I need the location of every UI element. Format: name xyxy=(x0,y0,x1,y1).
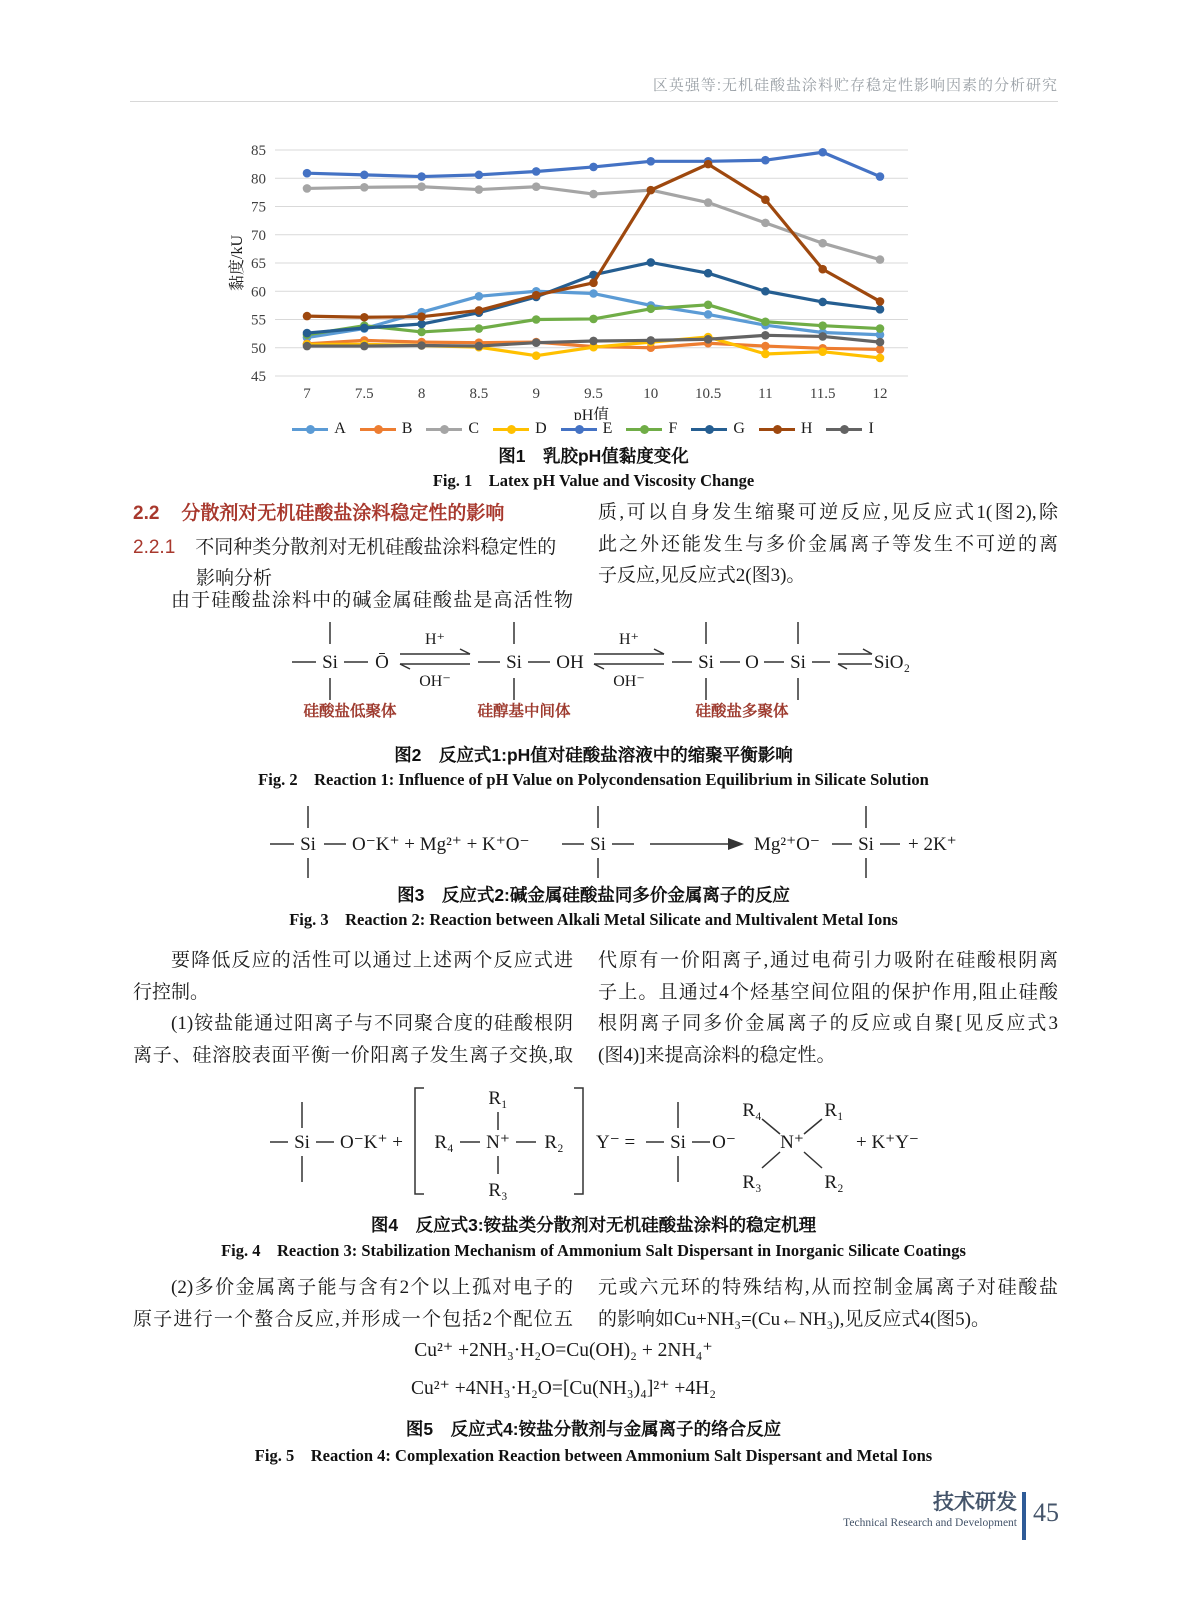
body-text-line: 行控制。 xyxy=(133,981,210,1003)
legend-item-E xyxy=(561,420,613,438)
body-text-line: 元或六元环的特殊结构,从而控制金属离子对硅酸盐 xyxy=(598,1277,1058,1298)
chart-legend xyxy=(228,420,938,438)
header-rule xyxy=(130,101,1058,102)
y-axis-tick-label: 80 xyxy=(251,171,266,188)
body-text-line: 此之外还能发生与多价金属离子等发生不可逆的离 xyxy=(598,533,1058,555)
r2-group: R₂ xyxy=(824,1172,844,1193)
series-marker-A xyxy=(704,310,713,319)
legend-item-F xyxy=(626,420,677,438)
legend-label: C xyxy=(468,420,480,437)
si-atom: Si xyxy=(300,834,316,855)
si-atom: Si xyxy=(590,834,606,855)
body-text-line: 代原有一价阳离子,通过电荷引力吸附在硅酸根阴离 xyxy=(598,950,1058,971)
series-marker-I xyxy=(704,335,713,344)
fig4-ky-tail: + K⁺Y⁻ xyxy=(856,1132,919,1153)
x-axis-title: pH值 xyxy=(573,407,610,420)
r4-group: R₄ xyxy=(742,1100,762,1121)
fig3-tail: + 2K⁺ xyxy=(908,834,957,855)
series-marker-H xyxy=(647,186,656,195)
series-marker-D xyxy=(761,350,770,359)
y-axis-tick-label: 85 xyxy=(251,143,266,159)
viscosity-ph-line-chart xyxy=(228,128,938,420)
series-marker-A xyxy=(475,292,484,301)
legend-item-G xyxy=(691,420,745,438)
series-marker-F xyxy=(647,304,656,313)
series-marker-F xyxy=(475,324,484,333)
series-marker-C xyxy=(360,183,369,192)
x-axis-tick-label: 8 xyxy=(417,386,426,402)
fig1-caption-cn: 图1 乳胶pH值黏度变化 xyxy=(498,446,689,466)
section-2-2-1-title-line1: 不同种类分散剂对无机硅酸盐涂料稳定性的 xyxy=(195,537,557,558)
fig3-reaction-diagram xyxy=(240,798,960,882)
series-marker-I xyxy=(761,331,770,340)
fig3-product: Mg²⁺O⁻ xyxy=(754,834,820,855)
series-marker-I xyxy=(475,342,484,351)
fig3-reactants: O⁻K⁺ + Mg²⁺ + K⁺O⁻ xyxy=(352,834,530,855)
oh-minus-label: OH⁻ xyxy=(613,673,645,690)
section-2-2-number: 2.2 xyxy=(133,503,160,524)
legend-label: G xyxy=(733,420,745,437)
legend-item-C xyxy=(426,420,479,438)
legend-item-H xyxy=(759,420,813,438)
r3-group: R₃ xyxy=(742,1172,762,1193)
fig5-caption-en: Fig. 5 Reaction 4: Complexation Reaction between Ammonium Salt Dispersant and Metal Ions xyxy=(254,1446,933,1465)
o-minus-group: O⁻ xyxy=(712,1132,736,1153)
footer-section-cn: 技术研发 xyxy=(933,1491,1017,1514)
legend-marker-icon xyxy=(759,425,795,434)
series-marker-G xyxy=(303,329,312,338)
x-axis-tick-label: 9.5 xyxy=(584,386,603,402)
body-text-line: 由于硅酸盐涂料中的碱金属硅酸盐是高活性物 xyxy=(171,590,573,611)
series-marker-B xyxy=(876,345,885,354)
series-marker-C xyxy=(818,239,827,248)
legend-label: I xyxy=(868,420,874,437)
x-axis-tick-label: 10 xyxy=(643,386,659,402)
series-marker-F xyxy=(417,328,426,337)
series-marker-F xyxy=(761,317,770,326)
r1-group: R₁ xyxy=(824,1100,844,1121)
series-marker-E xyxy=(876,172,885,181)
series-marker-I xyxy=(417,341,426,350)
series-marker-D xyxy=(876,354,885,363)
x-axis-tick-label: 9 xyxy=(532,386,540,402)
fig2-caption-en: Fig. 2 Reaction 1: Influence of pH Value on Polycondensation Equilibrium in Silicate Solution xyxy=(258,770,929,789)
fig2-reaction-diagram xyxy=(272,600,912,722)
series-marker-I xyxy=(818,332,827,341)
series-marker-C xyxy=(704,198,713,207)
series-marker-E xyxy=(475,171,484,180)
series-marker-H xyxy=(818,265,827,274)
series-marker-G xyxy=(360,324,369,333)
series-marker-G xyxy=(647,258,656,267)
h-plus-label: H⁺ xyxy=(619,631,639,648)
series-marker-C xyxy=(417,182,426,191)
body-text-line: 质,可以自身发生缩聚可逆反应,见反应式1(图2),除 xyxy=(598,502,1058,523)
series-marker-I xyxy=(360,342,369,351)
fig4-y-equals: Y⁻ = xyxy=(596,1132,636,1153)
legend-marker-icon xyxy=(626,425,662,434)
chart-svg xyxy=(228,128,938,420)
si-atom: Si xyxy=(506,652,522,673)
series-marker-I xyxy=(647,336,656,345)
o-atom: O xyxy=(745,652,759,673)
y-axis-tick-label: 50 xyxy=(251,340,266,357)
series-marker-F xyxy=(876,324,885,333)
legend-label: A xyxy=(334,420,346,437)
r2-group: R₂ xyxy=(544,1132,564,1153)
footer-accent-bar xyxy=(1022,1492,1026,1540)
series-marker-D xyxy=(532,351,541,360)
legend-marker-icon xyxy=(360,425,396,434)
r4-group: R₄ xyxy=(434,1132,454,1153)
silanol-label: 硅醇基中间体 xyxy=(477,703,571,720)
o-bar-atom: Ō xyxy=(375,652,389,673)
x-axis-tick-label: 7.5 xyxy=(354,386,374,402)
y-axis-tick-label: 60 xyxy=(251,284,266,301)
section-2-2-1-title-line2: 影响分析 xyxy=(196,568,273,589)
section-2-2-heading xyxy=(133,498,504,525)
section-2-2-1-number: 2.2.1 xyxy=(133,537,176,558)
series-marker-E xyxy=(647,157,656,166)
n-plus-atom: N⁺ xyxy=(486,1132,510,1153)
legend-marker-icon xyxy=(292,425,328,434)
series-marker-F xyxy=(532,315,541,324)
h-plus-label: H⁺ xyxy=(425,631,445,648)
series-marker-B xyxy=(761,342,770,351)
body-text-line: (2)多价金属离子能与含有2个以上孤对电子的 xyxy=(171,1277,573,1298)
y-axis-tick-label: 45 xyxy=(251,369,266,385)
si-atom: Si xyxy=(322,652,338,673)
series-marker-H xyxy=(360,313,369,322)
x-axis-tick-label: 10.5 xyxy=(694,386,722,402)
y-axis-tick-label: 65 xyxy=(251,256,266,272)
body-text-line: (图4)]来提高涂料的稳定性。 xyxy=(598,1044,836,1066)
series-marker-C xyxy=(475,185,484,194)
y-axis-tick-label: 70 xyxy=(251,227,266,244)
legend-marker-icon xyxy=(493,425,529,434)
fig4-reaction-diagram xyxy=(262,1072,932,1210)
series-marker-I xyxy=(876,338,885,347)
legend-marker-icon xyxy=(426,425,462,434)
series-marker-E xyxy=(589,163,598,172)
series-marker-H xyxy=(532,291,541,300)
fig4-caption-cn: 图4 反应式3:铵盐类分散剂对无机硅酸盐涂料的稳定机理 xyxy=(370,1215,817,1235)
series-marker-I xyxy=(532,338,541,347)
fig5-caption-cn: 图5 反应式4:铵盐分散剂与金属离子的络合反应 xyxy=(405,1419,782,1439)
body-text-line: 根阴离子同多价金属离子的反应或自聚[见反应式3 xyxy=(598,1013,1058,1034)
fig4-caption-en: Fig. 4 Reaction 3: Stabilization Mechanism of Ammonium Salt Dispersant in Inorganic Silicate Coatings xyxy=(221,1241,966,1260)
legend-item-B xyxy=(360,420,413,438)
equation-2: Cu²⁺ +4NH₃·H₂O=[Cu(NH₃)₄]²⁺ +4H₂ xyxy=(410,1378,717,1399)
n-plus-atom: N⁺ xyxy=(780,1132,804,1153)
series-marker-E xyxy=(303,169,312,178)
series-marker-F xyxy=(818,321,827,330)
body-text-line: 子上。且通过4个烃基空间位阻的保护作用,阻止硅酸 xyxy=(598,981,1058,1003)
legend-item-I xyxy=(826,420,873,438)
series-marker-C xyxy=(589,190,598,199)
si-atom: Si xyxy=(858,834,874,855)
series-marker-C xyxy=(761,219,770,228)
series-marker-E xyxy=(417,172,426,181)
paragraph-2-left-column xyxy=(133,945,573,1071)
series-marker-I xyxy=(589,337,598,346)
oh-minus-label: OH⁻ xyxy=(419,673,451,690)
r3-group: R₃ xyxy=(488,1180,508,1201)
sio2-product: SiO₂ xyxy=(873,652,911,673)
fig3-caption-en: Fig. 3 Reaction 2: Reaction between Alkali Metal Silicate and Multivalent Metal Ions xyxy=(289,910,898,929)
series-marker-H xyxy=(704,160,713,169)
x-axis-tick-label: 8.5 xyxy=(469,386,489,402)
x-axis-tick-label: 11.5 xyxy=(809,386,836,402)
equation-1: Cu²⁺ +2NH₃·H₂O=Cu(OH)₂ + 2NH₄⁺ xyxy=(414,1340,713,1361)
paragraph-1-right-column xyxy=(598,497,1058,592)
section-2-2-1-heading xyxy=(133,532,556,559)
oh-group: OH xyxy=(556,652,584,673)
series-marker-C xyxy=(303,184,312,193)
polymer-label: 硅酸盐多聚体 xyxy=(695,703,789,720)
body-text-line: 离子、硅溶胶表面平衡一价阳离子发生离子交换,取 xyxy=(133,1044,573,1066)
paragraph-2-right-column xyxy=(598,945,1058,1071)
x-axis-tick-label: 7 xyxy=(303,386,311,402)
legend-marker-icon xyxy=(826,425,862,434)
series-marker-D xyxy=(818,347,827,356)
body-text-line: 原子进行一个螯合反应,并形成一个包括2个配位五 xyxy=(133,1308,573,1330)
legend-label: F xyxy=(668,420,678,437)
body-text-line: (1)铵盐能通过阳离子与不同聚合度的硅酸根阴 xyxy=(171,1013,573,1034)
series-marker-H xyxy=(876,297,885,306)
fig1-caption-en: Fig. 1 Latex pH Value and Viscosity Change xyxy=(432,471,755,490)
legend-item-D xyxy=(493,420,547,438)
fig2-caption-cn: 图2 反应式1:pH值对硅酸盐溶液中的缩聚平衡影响 xyxy=(394,745,793,765)
si-atom: Si xyxy=(698,652,714,673)
body-text-line: 要降低反应的活性可以通过上述两个反应式进 xyxy=(171,950,573,971)
fig3-caption-cn: 图3 反应式2:碱金属硅酸盐同多价金属离子的反应 xyxy=(397,885,790,905)
fig4-ok-plus: O⁻K⁺ + xyxy=(340,1132,403,1153)
y-axis-tick-label: 75 xyxy=(251,199,266,216)
series-marker-G xyxy=(761,287,770,296)
section-2-2-title: 分散剂对无机硅酸盐涂料稳定性的影响 xyxy=(181,503,505,524)
y-axis-tick-label: 55 xyxy=(251,312,266,329)
series-marker-C xyxy=(876,255,885,264)
legend-label: E xyxy=(602,420,613,437)
legend-label: H xyxy=(800,420,813,437)
series-marker-A xyxy=(589,289,598,298)
series-marker-G xyxy=(818,298,827,307)
series-marker-E xyxy=(818,148,827,157)
si-atom: Si xyxy=(670,1132,686,1153)
page-number: 45 xyxy=(1033,1498,1059,1527)
series-marker-G xyxy=(417,320,426,329)
footer-section-en: Technical Research and Development xyxy=(843,1517,1017,1529)
body-text-line: 的影响如Cu+NH₃=(Cu←NH₃),见反应式4(图5)。 xyxy=(598,1308,990,1330)
series-marker-C xyxy=(532,182,541,191)
oligomer-label: 硅酸盐低聚体 xyxy=(303,703,397,720)
legend-marker-icon xyxy=(561,425,597,434)
series-marker-H xyxy=(303,312,312,321)
body-text-line: 子反应,见反应式2(图3)。 xyxy=(598,565,806,586)
series-marker-F xyxy=(589,315,598,324)
x-axis-tick-label: 11 xyxy=(758,386,773,402)
y-axis-title: 黏度/kU xyxy=(229,234,246,292)
series-marker-H xyxy=(475,306,484,315)
paragraph-3-left-column xyxy=(133,1272,573,1335)
running-header: 区英强等:无机硅酸盐涂料贮存稳定性影响因素的分析研究 xyxy=(652,77,1058,94)
series-marker-E xyxy=(761,156,770,165)
r1-group: R₁ xyxy=(488,1088,508,1109)
legend-item-A xyxy=(292,420,346,438)
si-atom: Si xyxy=(294,1132,310,1153)
series-marker-E xyxy=(532,167,541,176)
series-marker-H xyxy=(589,278,598,287)
legend-marker-icon xyxy=(691,425,727,434)
series-marker-I xyxy=(303,342,312,351)
series-marker-F xyxy=(704,301,713,310)
series-marker-G xyxy=(704,269,713,278)
paragraph-3-right-column xyxy=(598,1272,1058,1335)
series-marker-E xyxy=(360,171,369,180)
legend-label: B xyxy=(401,420,413,437)
si-atom: Si xyxy=(790,652,806,673)
series-marker-H xyxy=(417,312,426,321)
series-marker-H xyxy=(761,195,770,204)
legend-label: D xyxy=(535,420,547,437)
series-marker-G xyxy=(876,305,885,314)
x-axis-tick-label: 12 xyxy=(872,386,888,402)
